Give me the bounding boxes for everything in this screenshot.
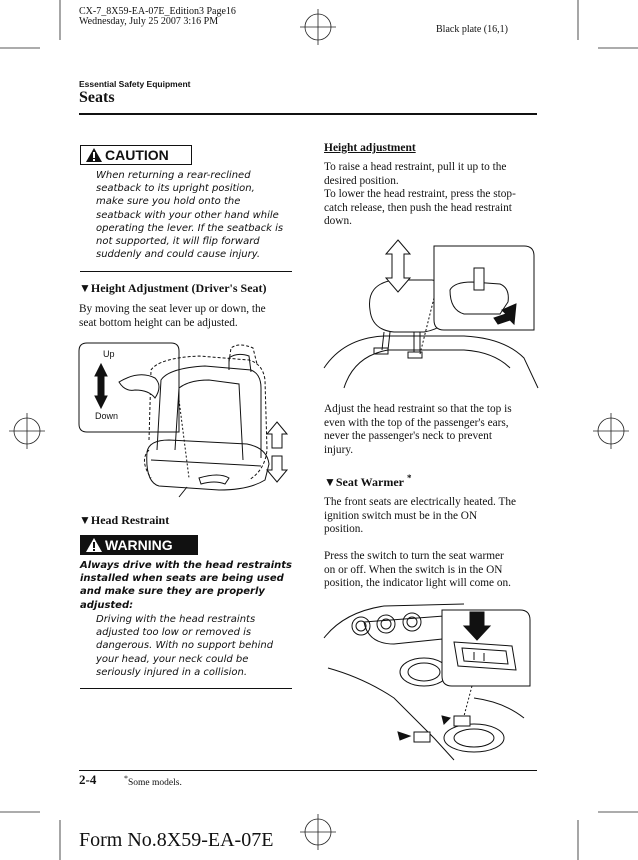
print-job-line-2: Wednesday, July 25 2007 3:16 PM	[79, 16, 219, 27]
adjust-restraint-text: Adjust the head restraint so that the top is even with the top of the passenger's ears, never the passenger's neck to prevent injury.	[324, 403, 512, 456]
seat-warmer-text-1: The front seats are electrically heated. The ignition switch must be in the ON position.	[324, 496, 517, 535]
warning-bold-text: Always drive with the head restraints installed when seats are being used and make sure they are properly adjusted:	[80, 560, 293, 611]
print-job-line-1: CX-7_8X59-EA-07E_Edition3 Page16	[79, 6, 236, 17]
section-category: Essential Safety Equipment	[79, 79, 191, 89]
warning-triangle-icon	[86, 538, 102, 552]
footnote-asterisk: *	[124, 774, 128, 783]
header-rule	[79, 113, 537, 115]
label-down: Down	[95, 411, 119, 421]
page-title: Seats	[79, 89, 115, 106]
caution-label: CAUTION	[105, 147, 169, 163]
seat-warmer-asterisk: *	[406, 473, 412, 483]
caution-triangle-icon	[86, 148, 102, 162]
form-number: Form No.8X59-EA-07E	[79, 829, 274, 851]
label-up: Up	[103, 349, 115, 359]
caution-label-box	[80, 145, 192, 165]
plate-label: Black plate (16,1)	[436, 24, 508, 35]
head-restraint-heading: ▼Head Restraint	[79, 513, 170, 527]
footer-rule	[79, 770, 537, 771]
height-adjustment-heading: ▼Height Adjustment (Driver's Seat)	[79, 281, 267, 295]
warning-label: WARNING	[105, 537, 173, 553]
height-adjustment-instructions: To raise a head restraint, pull it up to the desired position. To lower the head restraint, press the stop- catch release, then push the head restraint down.	[324, 161, 516, 227]
height-adjustment-text: By moving the seat lever up or down, the seat bottom height can be adjusted.	[79, 303, 266, 329]
head-restraint-illustration	[324, 238, 538, 394]
seat-warmer-illustration	[324, 598, 538, 760]
height-adjustment-subheading: Height adjustment	[324, 142, 416, 154]
seat-warmer-text-2: Press the switch to turn the seat warmer on or off. When the switch is in the ON position, the indicator light will come on.	[324, 550, 511, 589]
page-number: 2-4	[79, 772, 97, 787]
warning-text: Driving with the head restraints adjusted too low or removed is dangerous. With no support behind your head, your neck could be seriously injured in a collision.	[96, 614, 274, 678]
caution-text: When returning a rear-reclined seatback to its upright position, make sure you hold onto the seatback with your other hand while operating the lever. If the seatback is not supported, it will flip forward suddenly and could cause injury.	[96, 170, 284, 261]
seat-warmer-heading: ▼Seat Warmer *	[324, 473, 412, 489]
warning-label-box	[80, 535, 198, 555]
footnote: *Some models.	[124, 774, 182, 789]
